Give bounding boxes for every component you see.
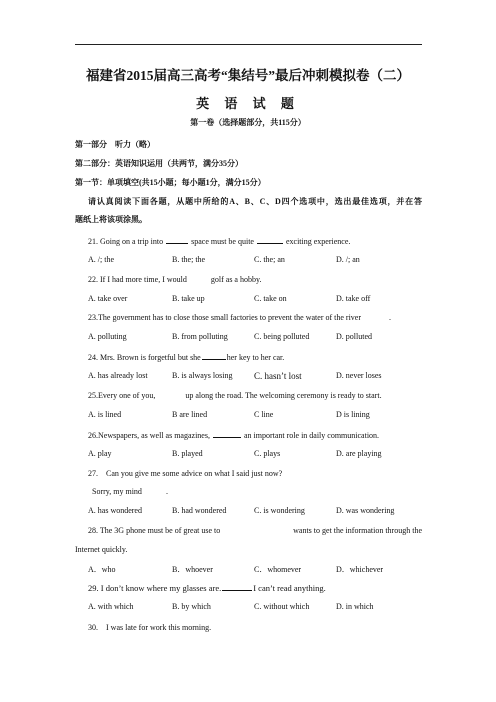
option-c: C. without which xyxy=(254,602,310,611)
question-27: 27. Can you give me some advice on what I said just now? xyxy=(88,469,283,478)
option-b: B．whoever xyxy=(172,565,213,574)
section-single-choice: 第一节：单项填空(共15小题；每小题1分，满分15分） xyxy=(75,178,266,187)
question-text: up along the road. The welcoming ceremony is ready to start. xyxy=(185,391,382,400)
option-b: B. by which xyxy=(172,602,211,611)
answer-blank xyxy=(222,583,252,591)
answer-blank xyxy=(213,430,241,438)
question-25 xyxy=(88,391,382,400)
question-30: 30. I was late for work this morning. xyxy=(88,623,212,632)
question-text: . xyxy=(389,313,392,322)
option-b: B. had wondered xyxy=(172,506,227,515)
question-22 xyxy=(88,275,261,284)
instructions-line-2: 题纸上将该项涂黑。 xyxy=(75,215,147,224)
option-c: C. hasn’t lost xyxy=(254,371,302,381)
question-text: golf as a hobby. xyxy=(210,275,262,284)
option-c: C line xyxy=(254,410,274,419)
question-text: her key to her car. xyxy=(226,353,285,362)
answer-blank xyxy=(202,352,226,360)
option-c: C．whomever xyxy=(254,565,302,574)
option-c: C. take on xyxy=(254,294,287,303)
option-b: B. played xyxy=(172,449,203,458)
question-21 xyxy=(88,236,350,246)
option-a: A. /; the xyxy=(88,255,114,264)
question-27-reply xyxy=(92,487,168,496)
question-text: I can’t read anything. xyxy=(253,583,326,593)
question-text: . xyxy=(165,487,168,496)
option-a: A. play xyxy=(88,449,112,458)
option-a: A. take over xyxy=(88,294,128,303)
option-d: D is lining xyxy=(336,410,370,419)
part-one-heading: 第一卷（选择题部分，共115分） xyxy=(190,118,306,127)
question-text: an important role in daily communication. xyxy=(243,431,380,440)
question-text: 21. Going on a trip into xyxy=(88,237,164,246)
option-a: A．who xyxy=(88,565,116,574)
option-a: A. has wondered xyxy=(88,506,142,515)
question-text: wants to get the information through the xyxy=(293,526,422,535)
question-text: 24. Mrs. Brown is forgetful but she xyxy=(88,353,201,362)
option-d: D. was wondering xyxy=(336,506,395,515)
top-rule xyxy=(75,44,422,45)
option-a: A. is lined xyxy=(88,410,122,419)
question-text: 29. I don’t know where my glasses are. xyxy=(88,583,222,593)
option-b: B. from polluting xyxy=(172,332,228,341)
question-24 xyxy=(88,352,284,362)
question-text: 22. If I had more time, I would xyxy=(88,275,187,284)
question-28-cont: Internet quickly. xyxy=(75,545,128,554)
question-text: 26.Newspapers, as well as magazines, xyxy=(88,431,210,440)
option-b: B are lined xyxy=(172,410,208,419)
question-text: 28. The 3G phone must be of great use to xyxy=(88,526,221,535)
option-d: D. never loses xyxy=(336,371,382,380)
question-23 xyxy=(88,313,391,322)
question-text: exciting experience. xyxy=(285,237,351,246)
answer-blank xyxy=(257,236,283,244)
option-c: C. plays xyxy=(254,449,281,458)
question-text: Sorry, my mind xyxy=(92,487,142,496)
option-a: A. polluting xyxy=(88,332,127,341)
answer-blank xyxy=(166,236,188,244)
question-text: 23.The government has to close those small factories to prevent the water of the river xyxy=(88,313,362,322)
option-d: D. polluted xyxy=(336,332,372,341)
subject-title: 英 语 试 题 xyxy=(196,96,300,111)
option-b: B. the; the xyxy=(172,255,206,264)
option-d: D．whichever xyxy=(336,565,384,574)
option-b: B. take up xyxy=(172,294,205,303)
option-d: D. in which xyxy=(336,602,374,611)
option-d: D. are playing xyxy=(336,449,382,458)
section-listening: 第一部分 听力（略） xyxy=(75,140,155,149)
question-26 xyxy=(88,430,379,440)
instructions-line-1: 请认真阅读下面各题，从题中所给的A、B、C、D四个选项中，选出最佳选项，并在答 xyxy=(88,197,422,206)
option-d: D. /; an xyxy=(336,255,360,264)
section-knowledge: 第二部分：英语知识运用（共两节，满分35分） xyxy=(75,159,243,168)
option-c: C. the; an xyxy=(254,255,285,264)
question-text: space must be quite xyxy=(191,237,254,246)
option-d: D. take off xyxy=(336,294,371,303)
option-a: A. with which xyxy=(88,602,134,611)
question-28 xyxy=(75,526,422,535)
option-a: A. has already lost xyxy=(88,371,148,380)
option-b: B. is always losing xyxy=(172,371,233,380)
exam-title: 福建省2015届高三高考“集结号”最后冲刺模拟卷（二） xyxy=(86,68,410,83)
option-c: C. is wondering xyxy=(254,506,305,515)
question-text: 25.Every one of you, xyxy=(88,391,156,400)
option-c: C. being polluted xyxy=(254,332,310,341)
question-29 xyxy=(88,583,326,593)
